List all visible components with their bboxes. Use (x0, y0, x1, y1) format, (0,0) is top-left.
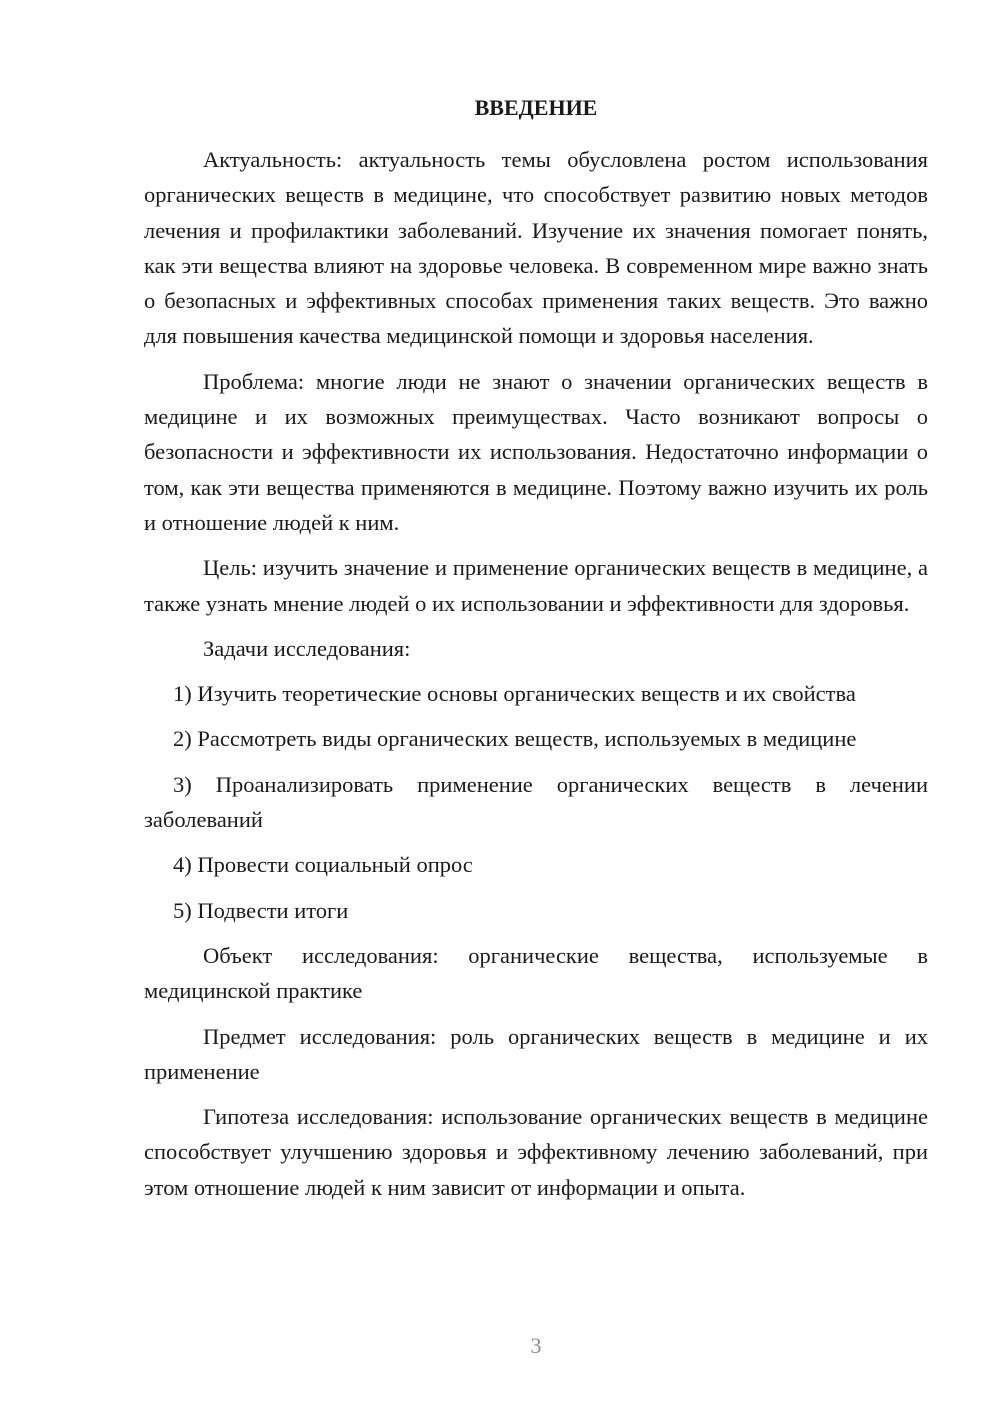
page-content (144, 90, 928, 1215)
task-item: 2) Рассмотреть виды органических веществ, используемых в медицине (173, 726, 857, 752)
tasks-heading: Задачи исследования: (203, 635, 411, 661)
task-item: 5) Подвести итоги (173, 897, 349, 923)
paragraph-hypothesis: Гипотеза исследования: использование органических веществ в медицине способствует улучшению здоровья и эффективному лечению заболеваний, при этом отношение людей к ним зависит от информации и опыта. (144, 1104, 928, 1200)
paragraph-subject: Предмет исследования: роль органических веществ в медицине и их применение (144, 1023, 928, 1084)
task-item: 4) Провести социальный опрос (173, 852, 473, 878)
task-item: 1) Изучить теоретические основы органических веществ и их свойства (173, 681, 856, 707)
paragraph-problem: Проблема: многие люди не знают о значении органических веществ в медицине и их возможных преимуществах. Часто возникают вопросы о безопасности и эффективности их использования. Недостаточно информации о том, как эти вещества применяются в медицине. Поэтому важно изучить их роль и отношение людей к ним. (144, 368, 928, 535)
task-item: 3) Проанализировать применение органических веществ в лечении заболеваний (144, 771, 928, 833)
paragraph-goal: Цель: изучить значение и применение органических веществ в медицине, а также узнать мнение людей о их использовании и эффективности для здоровья. (144, 555, 928, 616)
paragraph-relevance: Актуальность: актуальность темы обусловлена ростом использования органических веществ в медицине, что способствует развитию новых методов лечения и профилактики заболеваний. Изучение их значения помогает понять, как эти вещества влияют на здоровье человека. В современном мире важно знать о безопасных и эффективных способах применения таких веществ. Это важно для повышения качества медицинской помощи и здоровья населения. (144, 147, 928, 349)
page-title: ВВЕДЕНИЕ (474, 95, 598, 120)
page-number: 3 (530, 1333, 542, 1358)
paragraph-object: Объект исследования: органические вещества, используемые в медицинской практике (144, 942, 928, 1004)
